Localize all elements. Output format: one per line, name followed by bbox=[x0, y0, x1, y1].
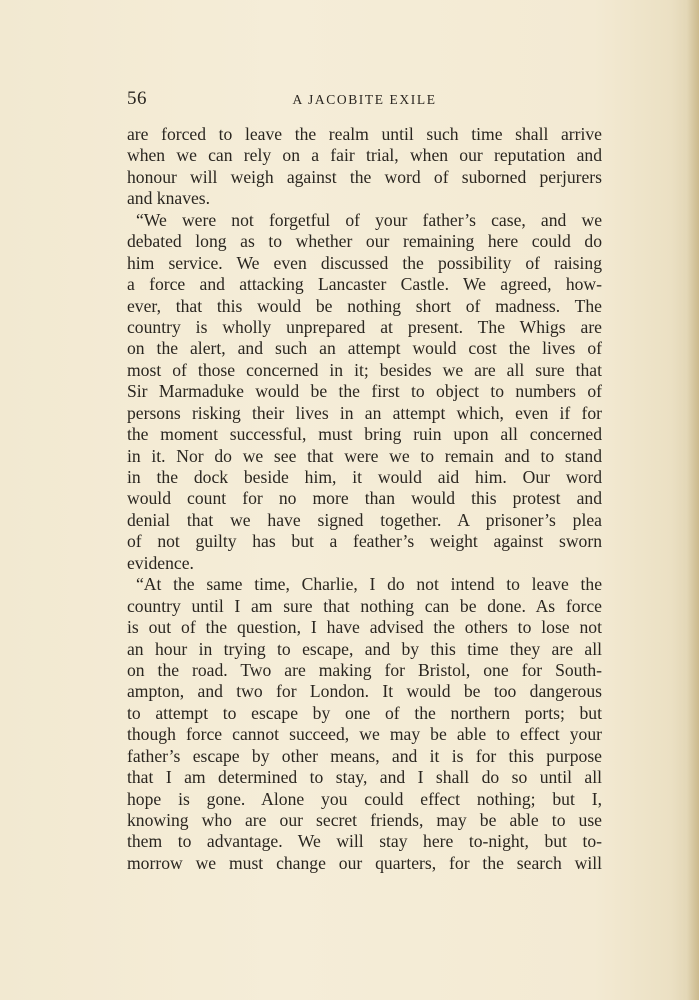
text-line: and knaves. bbox=[127, 188, 211, 209]
running-title: A JACOBITE EXILE bbox=[292, 92, 437, 107]
text-line: on the road. Two are making for Bristol, one for South- bbox=[127, 659, 602, 680]
text-line: denial that we have signed together. A prisoner’s plea bbox=[127, 509, 602, 530]
text-line: hope is gone. Alone you could effect nothing; but I, bbox=[127, 788, 602, 809]
page-edge-shadow bbox=[687, 0, 699, 1000]
text-line: are forced to leave the realm until such time shall arrive bbox=[127, 124, 602, 144]
text-line: on the alert, and such an attempt would cost the lives of bbox=[127, 338, 602, 359]
text-line: honour will weigh against the word of suborned perjurers bbox=[127, 166, 602, 187]
text-line: is out of the question, I have advised the others to lose not bbox=[127, 617, 602, 638]
text-line: ever, that this would be nothing short of madness. The bbox=[127, 295, 602, 316]
text-line: ampton, and two for London. It would be too dangerous bbox=[127, 681, 602, 702]
text-line: father’s escape by other means, and it is for this purpose bbox=[127, 745, 602, 766]
text-line: to attempt to escape by one of the northern ports; but bbox=[127, 702, 602, 723]
text-line: in it. Nor do we see that were we to remain and to stand bbox=[127, 445, 602, 466]
text-line: the moment successful, must bring ruin upon all concerned bbox=[127, 424, 602, 445]
text-line: a force and attacking Lancaster Castle. We agreed, how- bbox=[127, 274, 602, 295]
text-line: would count for no more than would this protest and bbox=[127, 488, 602, 509]
text-line: “We were not forgetful of your father’s case, and we bbox=[136, 209, 602, 230]
text-line: knowing who are our secret friends, may be able to use bbox=[127, 810, 602, 830]
text-line: evidence. bbox=[127, 552, 194, 573]
text-line: most of those concerned in it; besides we are all sure that bbox=[127, 359, 602, 380]
text-line: him service. We even discussed the possibility of raising bbox=[127, 252, 602, 273]
text-line: country is wholly unprepared at present. The Whigs are bbox=[127, 316, 602, 337]
text-line: country until I am sure that nothing can be done. As force bbox=[127, 595, 602, 616]
page-number: 56 bbox=[127, 88, 147, 109]
text-line: when we can rely on a fair trial, when our reputation and bbox=[127, 145, 602, 166]
text-line: them to advantage. We will stay here to-night, but to- bbox=[127, 831, 602, 852]
text-line: morrow we must change our quarters, for the search will bbox=[127, 852, 602, 873]
text-line: of not guilty has but a feather’s weight against sworn bbox=[127, 531, 602, 552]
body-text bbox=[127, 124, 602, 874]
text-line: an hour in trying to escape, and by this time they are all bbox=[127, 638, 602, 659]
text-line: in the dock beside him, it would aid him. Our word bbox=[127, 467, 602, 487]
text-line: Sir Marmaduke would be the first to object to numbers of bbox=[127, 381, 602, 402]
text-line: “At the same time, Charlie, I do not intend to leave the bbox=[136, 574, 602, 595]
text-line: that I am determined to stay, and I shall do so until all bbox=[127, 767, 602, 788]
text-line: debated long as to whether our remaining here could do bbox=[127, 231, 602, 252]
text-line: persons risking their lives in an attempt which, even if for bbox=[127, 402, 602, 423]
text-line: though force cannot succeed, we may be able to effect your bbox=[127, 724, 602, 745]
page-header bbox=[127, 88, 602, 112]
